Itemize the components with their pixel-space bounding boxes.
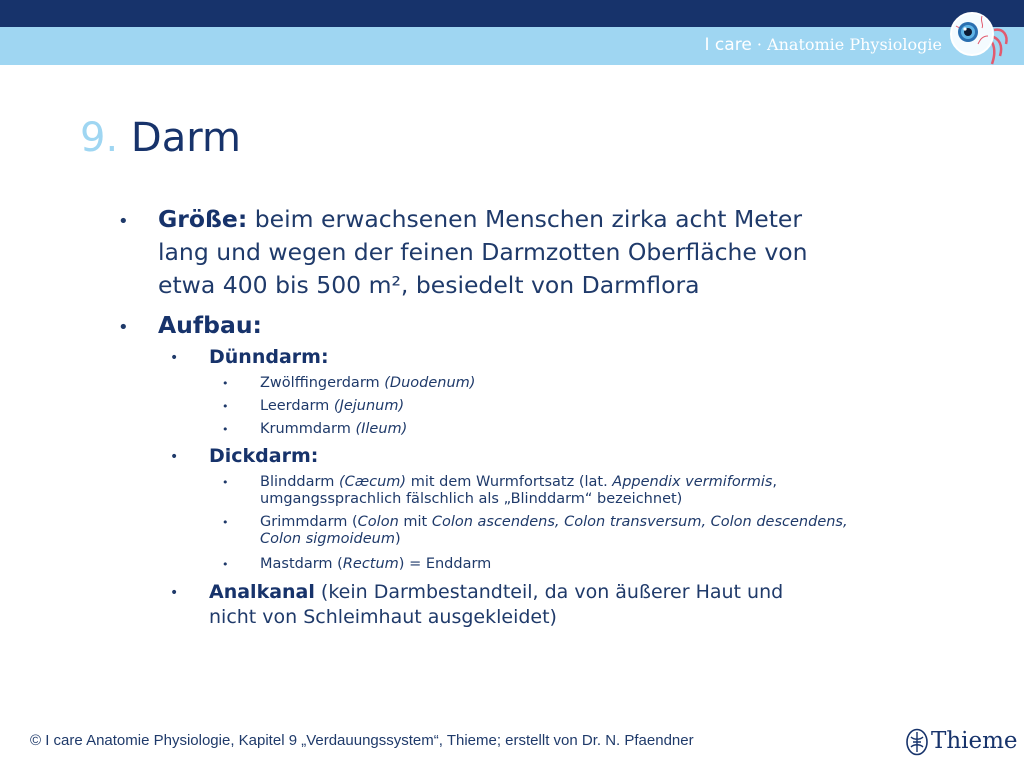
groesse-line3: etwa 400 bis 500 m², besiedelt von Darmflora [158, 271, 700, 299]
item-latin: (Jejunum) [333, 398, 405, 414]
groesse-line1: beim erwachsenen Menschen zirka acht Meter [247, 205, 803, 233]
title-text: Darm [130, 115, 241, 161]
analkanal-line1: (kein Darmbestandteil, da von äußerer Haut und [314, 581, 784, 603]
item-latin: (Ileum) [355, 421, 408, 437]
bullet-icon: • [118, 211, 129, 232]
list-item-colon [260, 514, 940, 548]
footer-copyright: © I care Anatomie Physiologie, Kapitel 9 „Verdauungssystem“, Thieme; erstellt von Dr. N. Pfaendner [30, 732, 694, 749]
item-text: ) = Enddarm [398, 556, 492, 572]
item-text: Grimmdarm ( [260, 514, 358, 530]
aufbau-label: Aufbau: [158, 311, 262, 339]
bullet-icon: • [222, 476, 229, 489]
item-text: Leerdarm [260, 398, 334, 414]
dickdarm-label: Dickdarm: [209, 445, 319, 467]
analkanal-label: Analkanal [209, 581, 315, 603]
item-text: Blinddarm [260, 474, 339, 490]
list-item-duenndarm [209, 345, 909, 370]
brand-main: I care [704, 35, 752, 55]
bullet-icon: • [118, 317, 129, 338]
list-item-groesse [158, 203, 918, 302]
list-item-rectum [260, 556, 940, 573]
analkanal-line2: nicht von Schleimhaut ausgekleidet) [209, 606, 557, 628]
list-item-jejunum [260, 398, 940, 415]
list-item-aufbau [158, 309, 918, 342]
groesse-line2: lang und wegen der feinen Darmzotten Oberfläche von [158, 238, 808, 266]
item-latin: Colon sigmoideum [260, 531, 395, 547]
thieme-logo [905, 726, 1018, 758]
item-latin: Appendix vermiformis [612, 474, 773, 490]
list-item-duodenum [260, 375, 940, 392]
item-text: Mastdarm ( [260, 556, 343, 572]
item-latin: (Cæcum) [338, 474, 407, 490]
list-item-caecum [260, 474, 940, 508]
bullet-icon: • [222, 400, 229, 413]
brand-sub: · Anatomie Physiologie [756, 35, 942, 54]
bullet-icon: • [222, 377, 229, 390]
groesse-label: Größe: [158, 205, 248, 233]
duenndarm-label: Dünndarm: [209, 346, 329, 368]
publisher-name: Thieme [931, 728, 1018, 754]
list-item-dickdarm [209, 444, 909, 469]
item-text: mit dem Wurmfortsatz (lat. [406, 474, 613, 490]
item-text: mit [398, 514, 432, 530]
bullet-icon: • [170, 449, 179, 465]
item-text: Krummdarm [260, 421, 356, 437]
list-item-ileum [260, 421, 940, 438]
bullet-icon: • [222, 516, 229, 529]
title-number: 9. [80, 115, 119, 161]
item-text: , [772, 474, 778, 490]
bullet-icon: • [170, 585, 179, 601]
item-latin: Rectum [342, 556, 399, 572]
item-latin: Colon [357, 514, 399, 530]
item-text: Zwölffingerdarm [260, 375, 385, 391]
item-text-line2: umgangssprachlich fälschlich als „Blinddarm“ bezeichnet) [260, 491, 683, 507]
bullet-icon: • [222, 423, 229, 436]
bullet-icon: • [170, 350, 179, 366]
list-item-analkanal [209, 580, 909, 630]
item-latin: (Duodenum) [384, 375, 476, 391]
item-latin: Colon ascendens, Colon transversum, Colon descendens, [431, 514, 848, 530]
thieme-logo-icon [905, 728, 929, 756]
bullet-icon: • [222, 558, 229, 571]
item-text: ) [394, 531, 401, 547]
